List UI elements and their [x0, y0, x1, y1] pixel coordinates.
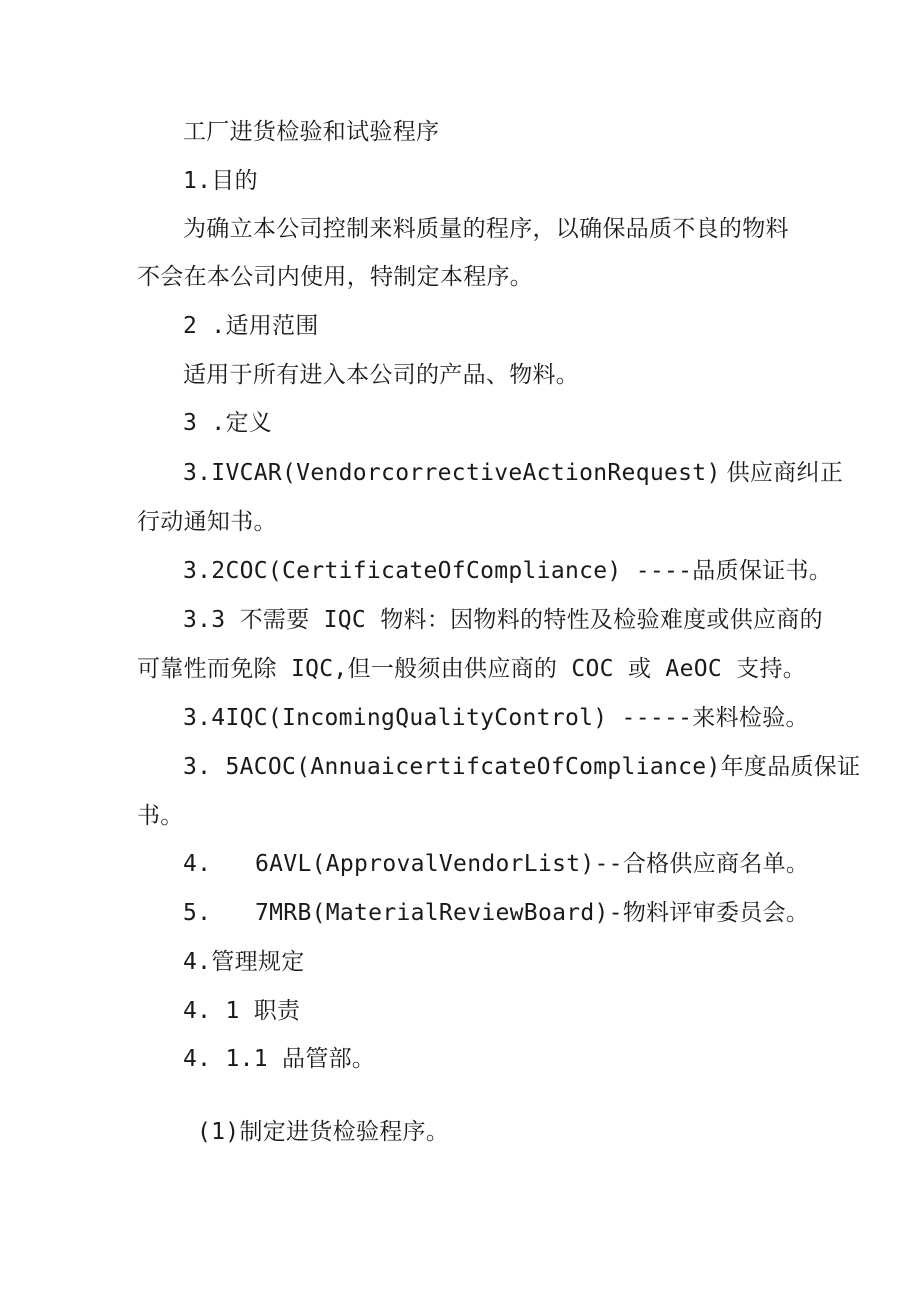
definition-3-3-line2: 可靠性而免除 IQC,但一般须由供应商的 COC 或 AeOC 支持。 [137, 656, 807, 682]
definition-3-1-code: 3.IVCAR(VendorcorrectiveActionRequest) [183, 460, 721, 486]
section-4-heading: 4.管理规定 [183, 949, 305, 975]
term-char: 纠 [796, 460, 820, 486]
definition-3-1-line1 [183, 458, 844, 488]
definition-3-5-line1: 3. 5ACOC(AnnuaicertifcateOfCompliance)年度品质保证 [183, 754, 861, 780]
definition-3-1-term [727, 458, 844, 488]
definition-3-2: 3.2COC(CertificateOfCompliance) ----品质保证书。 [183, 558, 833, 584]
section-2-heading: 2 .适用范围 [183, 313, 319, 339]
section-4-1-heading: 4. 1 职责 [183, 998, 301, 1024]
section-3-heading: 3 .定义 [183, 410, 273, 436]
term-char: 供 [726, 460, 750, 486]
section-2-body: 适用于所有进入本公司的产品、物料。 [183, 362, 580, 388]
definition-3-1-line2: 行动通知书。 [137, 509, 277, 535]
definition-3-7-text: 7MRB(MaterialReviewBoard)-物料评审委员会。 [255, 900, 810, 926]
definition-3-4: 3.4IQC(IncomingQualityControl) -----来料检验。 [183, 705, 809, 731]
section-1-body-line2: 不会在本公司内使用，特制定本程序。 [137, 264, 534, 290]
section-1-heading: 1.目的 [183, 168, 258, 194]
definition-3-6-number: 4. [183, 851, 212, 877]
definition-3-5-line2: 书。 [137, 803, 184, 829]
term-char: 商 [773, 460, 797, 486]
definition-3-3-line1: 3.3 不需要 IQC 物料：因物料的特性及检验难度或供应商的 [183, 607, 823, 633]
section-4-1-1-heading: 4. 1.1 品管部。 [183, 1046, 376, 1072]
list-item-1: (1)制定进货检验程序。 [197, 1119, 450, 1145]
definition-3-7-number: 5. [183, 900, 212, 926]
term-char: 应 [749, 460, 774, 486]
definition-3-6-text: 6AVL(ApprovalVendorList)--合格供应商名单。 [255, 851, 810, 877]
section-1-body-line1: 为确立本公司控制来料质量的程序，以确保品质不良的物料 [183, 216, 789, 242]
term-char: 正 [819, 460, 844, 486]
document-title: 工厂进货检验和试验程序 [183, 119, 440, 145]
